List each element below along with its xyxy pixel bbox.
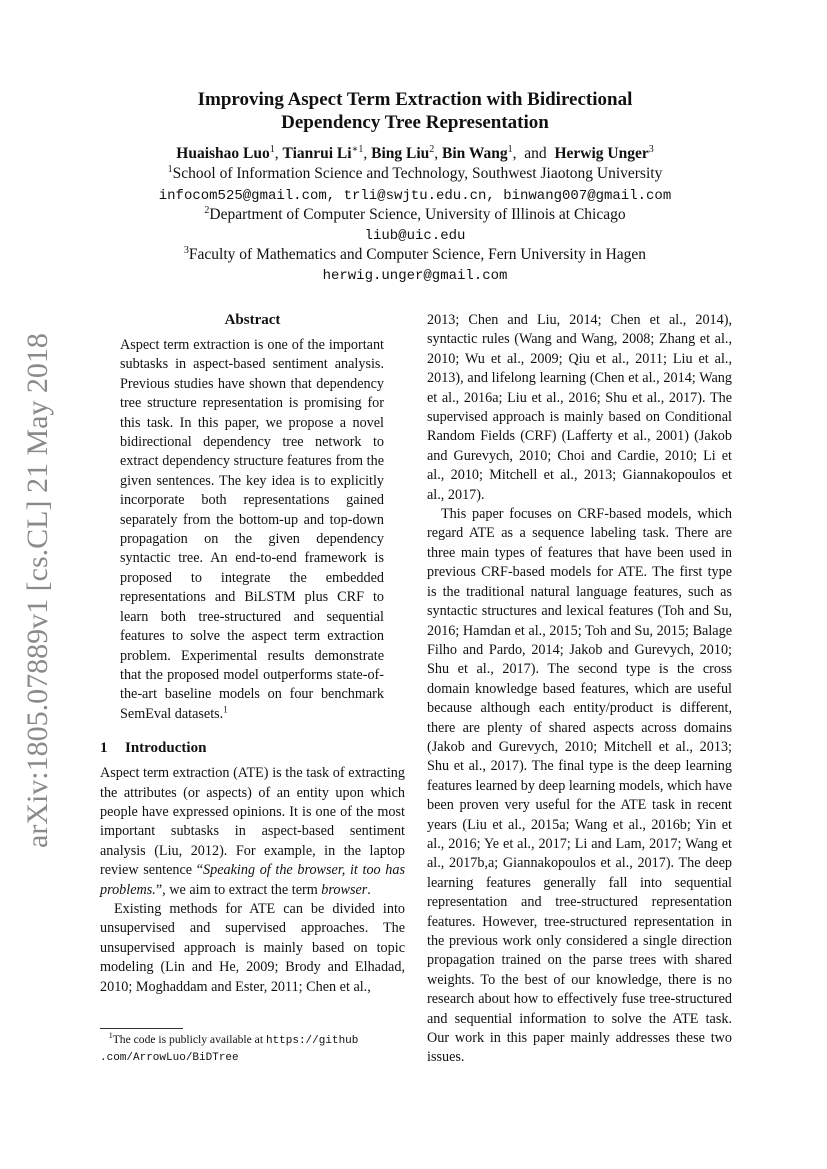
intro-paragraph-4: This paper focuses on CRF-based models, which regard ATE as a sequence labeling task. There are three main types of features that have been used in previous CRF-based models for ATE. The first type is the traditional natural language features, such as syntactic structures and lexical features (Toh and Su, 2016; Hamdan et al., 2015; Toh and Su, 2015; Balage Filho and Pardo, 2014; Jakob and Gurevych, 2010; Shu et al., 2017). The second type is the cross domain knowledge based features, which are useful because although each entity/product is different, there are plenty of shared aspects across domains (Jakob and Gurevych, 2010; Mitchell et al., 2013; Shu et al., 2017). The final type is the deep learning features learned by deep learning models, which have been proven very useful for the ATE task in recent years (Liu et al., 2015a; Wang et al., 2016b; Yin et al., 2016; Ye et al., 2017; Li and Lam, 2017; Wang et al., 2017b,a; Giannakopoulos et al., 2017). The deep learning features generally fall into sequential representation and tree-structured representation features. However, tree-structured representation in the previous work only considered a single direction propagation trained on the parse trees with shared weights. To the best of our knowledge, there is no research about how to effectively fuse tree-structured and sequential information to solve the ATE task. Our work in this paper mainly addresses these two issues. [427, 506, 732, 1066]
author-name: Tianrui Li [282, 145, 352, 162]
author-affiliation-mark: 2 [429, 143, 435, 155]
abstract-body [120, 336, 384, 724]
example-term: browser [321, 881, 368, 898]
affiliation [100, 205, 730, 225]
intro-paragraph-2: Existing methods for ATE can be divided into unsupervised and supervised approaches. The unsupervised approach is mainly based on topic modeling (Lin and He, 2009; Brody and Elhadad, 2010; Moghaddam and Ester, 2011; Chen et al., [100, 900, 405, 995]
affiliation [100, 245, 730, 265]
author-connector: and [524, 145, 547, 162]
affiliation-email[interactable]: liub@uic.edu [364, 228, 466, 244]
text-run: . [367, 881, 371, 898]
affiliation [100, 164, 730, 184]
paper-title [100, 88, 730, 134]
affiliation-email[interactable]: herwig.unger@gmail.com [322, 268, 508, 284]
affiliation-mark: 1 [167, 163, 173, 175]
footnote-text: The code is publicly available at [112, 1033, 266, 1046]
author-affiliation-mark: 3 [648, 143, 654, 155]
right-column [427, 311, 732, 1068]
intro-paragraph-1 [100, 764, 405, 900]
affiliation-name: Faculty of Mathematics and Computer Science, Fern University in Hagen [188, 246, 647, 263]
footnote-reference[interactable]: 1 [223, 703, 228, 714]
footnote-rule [100, 1028, 183, 1029]
title-line-1: Improving Aspect Term Extraction with Bidirectional [197, 89, 633, 110]
author-affiliation-mark: 1 [269, 143, 275, 155]
affiliation-name: School of Information Science and Technology, Southwest Jiaotong University [172, 165, 663, 182]
abstract-text: Aspect term extraction is one of the important subtasks in aspect-based sentiment analysis. Previous studies have shown that dependency tree structure representation is promising for this task. In this paper, we propose a novel bidirectional dependency tree network to extract dependency structure features from the given sentences. The key idea is to explicitly incorporate both representations gained separately from the bottom-up and top-down propagation on the given dependency syntactic tree. An end-to-end framework is proposed to integrate the embedded representations and BiLSTM plus CRF to learn both tree-structured and sequential features to solve the aspect term extraction problem. Experimental results demonstrate that the proposed model outperforms state-of-the-art baseline models on four benchmark SemEval datasets. [120, 337, 384, 722]
author-list: Huaishao Luo$^1$, Tianrui $Li^{∗1}$, Bing Liu$^2$, Bin Wang$^1$, and Herwig Unger$^3$ [176, 143, 654, 162]
affiliation-mark: 3 [183, 244, 189, 256]
author-name: Herwig Unger [554, 145, 649, 162]
intro-paragraph-3: 2013; Chen and Liu, 2014; Chen et al., 2014), syntactic rules (Wang and Wang, 2008; Zhang et al., 2010; Wu et al., 2009; Qiu et al., 2011; Liu et al., 2013), and lifelong learning (Chen et al., 2014; Wang et al., 2016a; Liu et al., 2016; Shu et al., 2017). The supervised approach is mainly based on Conditional Random Fields (CRF) (Lafferty et al., 2001) (Jakob and Gurevych, 2010; Choi and Cardie, 2010; Li et al., 2010; Mitchell et al., 2013; Giannakopoulos et al., 2017). [427, 312, 732, 503]
author-name: Bin Wang [442, 145, 508, 162]
footnote-mark: 1 [108, 1031, 113, 1041]
affiliation-email[interactable]: infocom525@gmail.com, trli@swjtu.edu.cn, binwang007@gmail.com [158, 188, 672, 204]
author-name: Bing Liu [371, 145, 430, 162]
arxiv-stamp-text: arXiv:1805.07889v1 [cs.CL] 21 May 2018 [21, 333, 54, 848]
code-url-part[interactable]: https://github [265, 1035, 359, 1047]
author-affiliation-mark: 1 [507, 143, 513, 155]
author-affiliation-mark: ∗1 [351, 143, 364, 155]
affiliation-mark: 2 [204, 204, 210, 216]
author-name: Huaishao Luo [176, 145, 270, 162]
affiliation-name: Department of Computer Science, University of Illinois at Chicago [209, 206, 626, 223]
section-heading [100, 738, 405, 758]
footnote [100, 1032, 405, 1066]
title-line-2: Dependency Tree Representation [281, 112, 549, 133]
text-run: Aspect term extraction (ATE) is the task of extracting the attributes (or aspects) of an entity upon which people have expressed opinions. It is one of the most important subtasks in aspect-based sentiment analysis (Liu, 2012). For example, in the laptop review sentence “ [100, 765, 405, 879]
code-url-part[interactable]: .com/ArrowLuo/BiDTree [100, 1052, 239, 1064]
arxiv-stamp [0, 0, 70, 1169]
abstract-heading: Abstract [224, 312, 281, 328]
example-sentence: Speaking of the browser, it too has problems. [100, 862, 405, 898]
section-number: 1 [100, 740, 108, 757]
left-column [100, 310, 405, 997]
section-title: Introduction [125, 740, 207, 757]
text-run: ”, we aim to extract the term [155, 881, 322, 898]
